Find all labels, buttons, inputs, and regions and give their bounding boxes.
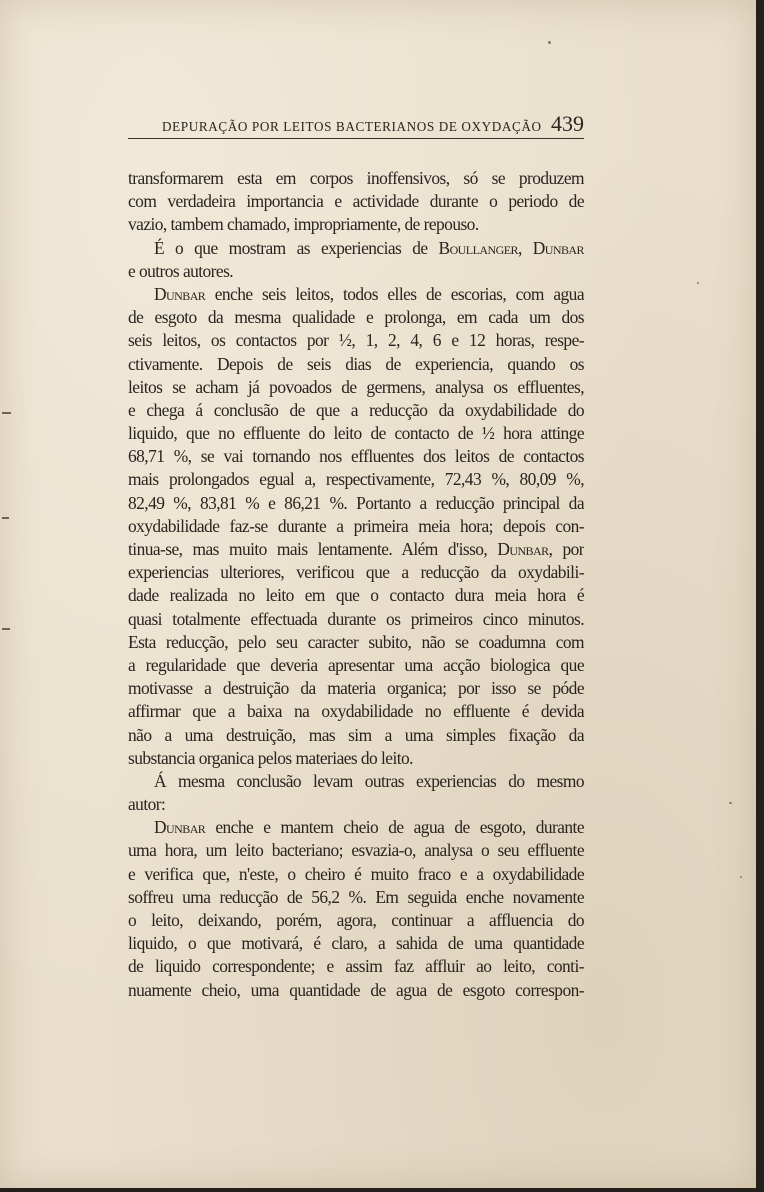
text-line: de liquido correspondente; e assim faz affluir ao leito, conti-	[128, 956, 584, 977]
text-line: e outros autores.	[128, 260, 234, 281]
page-number: 439	[551, 111, 584, 136]
text-line: vazio, tambem chamado, impropriamente, de repouso.	[128, 214, 479, 235]
text-line: de esgoto da mesma qualidade e prolonga, em cada um dos	[128, 307, 584, 328]
paper-speck	[729, 802, 732, 804]
text-line: não a uma destruição, mas sim a uma simples fixação da	[128, 724, 584, 745]
text-line: oxydabilidade faz-se durante a primeira meia hora; depois con-	[128, 515, 584, 536]
paper-speck	[548, 41, 551, 44]
text-line: ctivamente. Depois de seis dias de experiencia, quando os	[128, 353, 584, 374]
margin-mark	[2, 628, 10, 630]
margin-mark	[2, 412, 11, 414]
text-line: liquido, que no effluente do leito de contacto de ½ hora attinge	[128, 423, 584, 444]
text-line: uma hora, um leito bacteriano; esvazia-o, analysa o seu effluente	[128, 840, 584, 861]
text-line: leitos se acham já povoados de germens, analysa os effluentes,	[128, 376, 584, 397]
text-line: e chega á conclusão de que a reducção da oxydabilidade do	[128, 399, 584, 420]
text-line: 68,71 %, se vai tornando nos effluentes dos leitos de contactos	[128, 446, 584, 467]
margin-mark	[2, 517, 9, 519]
text-line: soffreu uma reducção de 56,2 %. Em seguida enche novamente	[128, 886, 584, 907]
text-line: 82,49 %, 83,81 % e 86,21 %. Portanto a reducção principal da	[128, 492, 584, 513]
text-line: motivasse a destruição da materia organica; por isso se póde	[128, 678, 584, 699]
text-line: autor:	[128, 794, 166, 815]
text-line: nuamente cheio, uma quantidade de agua de esgoto correspon-	[128, 979, 584, 1000]
text-line: quasi totalmente effectuada durante os primeiros cinco minutos.	[128, 608, 584, 629]
text-line: Á mesma conclusão levam outras experiencias do mesmo	[154, 770, 584, 791]
paper-speck	[697, 282, 699, 284]
text-line: o leito, deixando, porém, agora, continuar a affluencia do	[128, 910, 584, 930]
text-line: seis leitos, os contactos por ½, 1, 2, 4, 6 e 12 horas, respe-	[128, 330, 584, 351]
text-line: transformarem esta em corpos inoffensivos, só se produzem	[128, 168, 584, 188]
text-line: affirmar que a baixa na oxydabilidade no effluente é devida	[128, 701, 584, 722]
text-line: substancia organica pelos materiaes do leito.	[128, 747, 413, 768]
page-edge	[756, 0, 764, 1192]
page-edge	[0, 1188, 764, 1192]
text-line: mais prolongados egual a, respectivamente, 72,43 %, 80,09 %,	[128, 469, 584, 490]
text-line: dade realizada no leito em que o contacto dura meia hora é	[128, 585, 584, 606]
text-line: É o que mostram as experiencias de Boullanger, Dunbar	[154, 237, 584, 258]
running-head: DEPURAÇÃO POR LEITOS BACTERIANOS DE OXYDAÇÃO	[162, 119, 542, 134]
text-line: experiencias ulteriores, verificou que a reducção da oxydabili-	[128, 562, 584, 583]
text-line: com verdadeira importancia e actividade durante o periodo de	[128, 191, 584, 212]
text-line: a regularidade que deveria apresentar uma acção biologica que	[128, 654, 584, 675]
body-text	[128, 167, 584, 1002]
text-line: Dunbar enche seis leitos, todos elles de escorias, com agua	[154, 283, 584, 304]
text-line: Dunbar enche e mantem cheio de agua de esgoto, durante	[154, 817, 584, 838]
page-header	[128, 110, 584, 139]
text-line: tinua-se, mas muito mais lentamente. Além d'isso, Dunbar, por	[128, 539, 584, 559]
paper-speck	[740, 876, 742, 878]
text-line: Esta reducção, pelo seu caracter subito, não se coadumna com	[128, 631, 584, 652]
text-line: liquido, o que motivará, é claro, a sahida de uma quantidade	[128, 933, 584, 954]
text-line: e verifica que, n'este, o cheiro é muito fraco e a oxydabilidade	[128, 863, 584, 884]
